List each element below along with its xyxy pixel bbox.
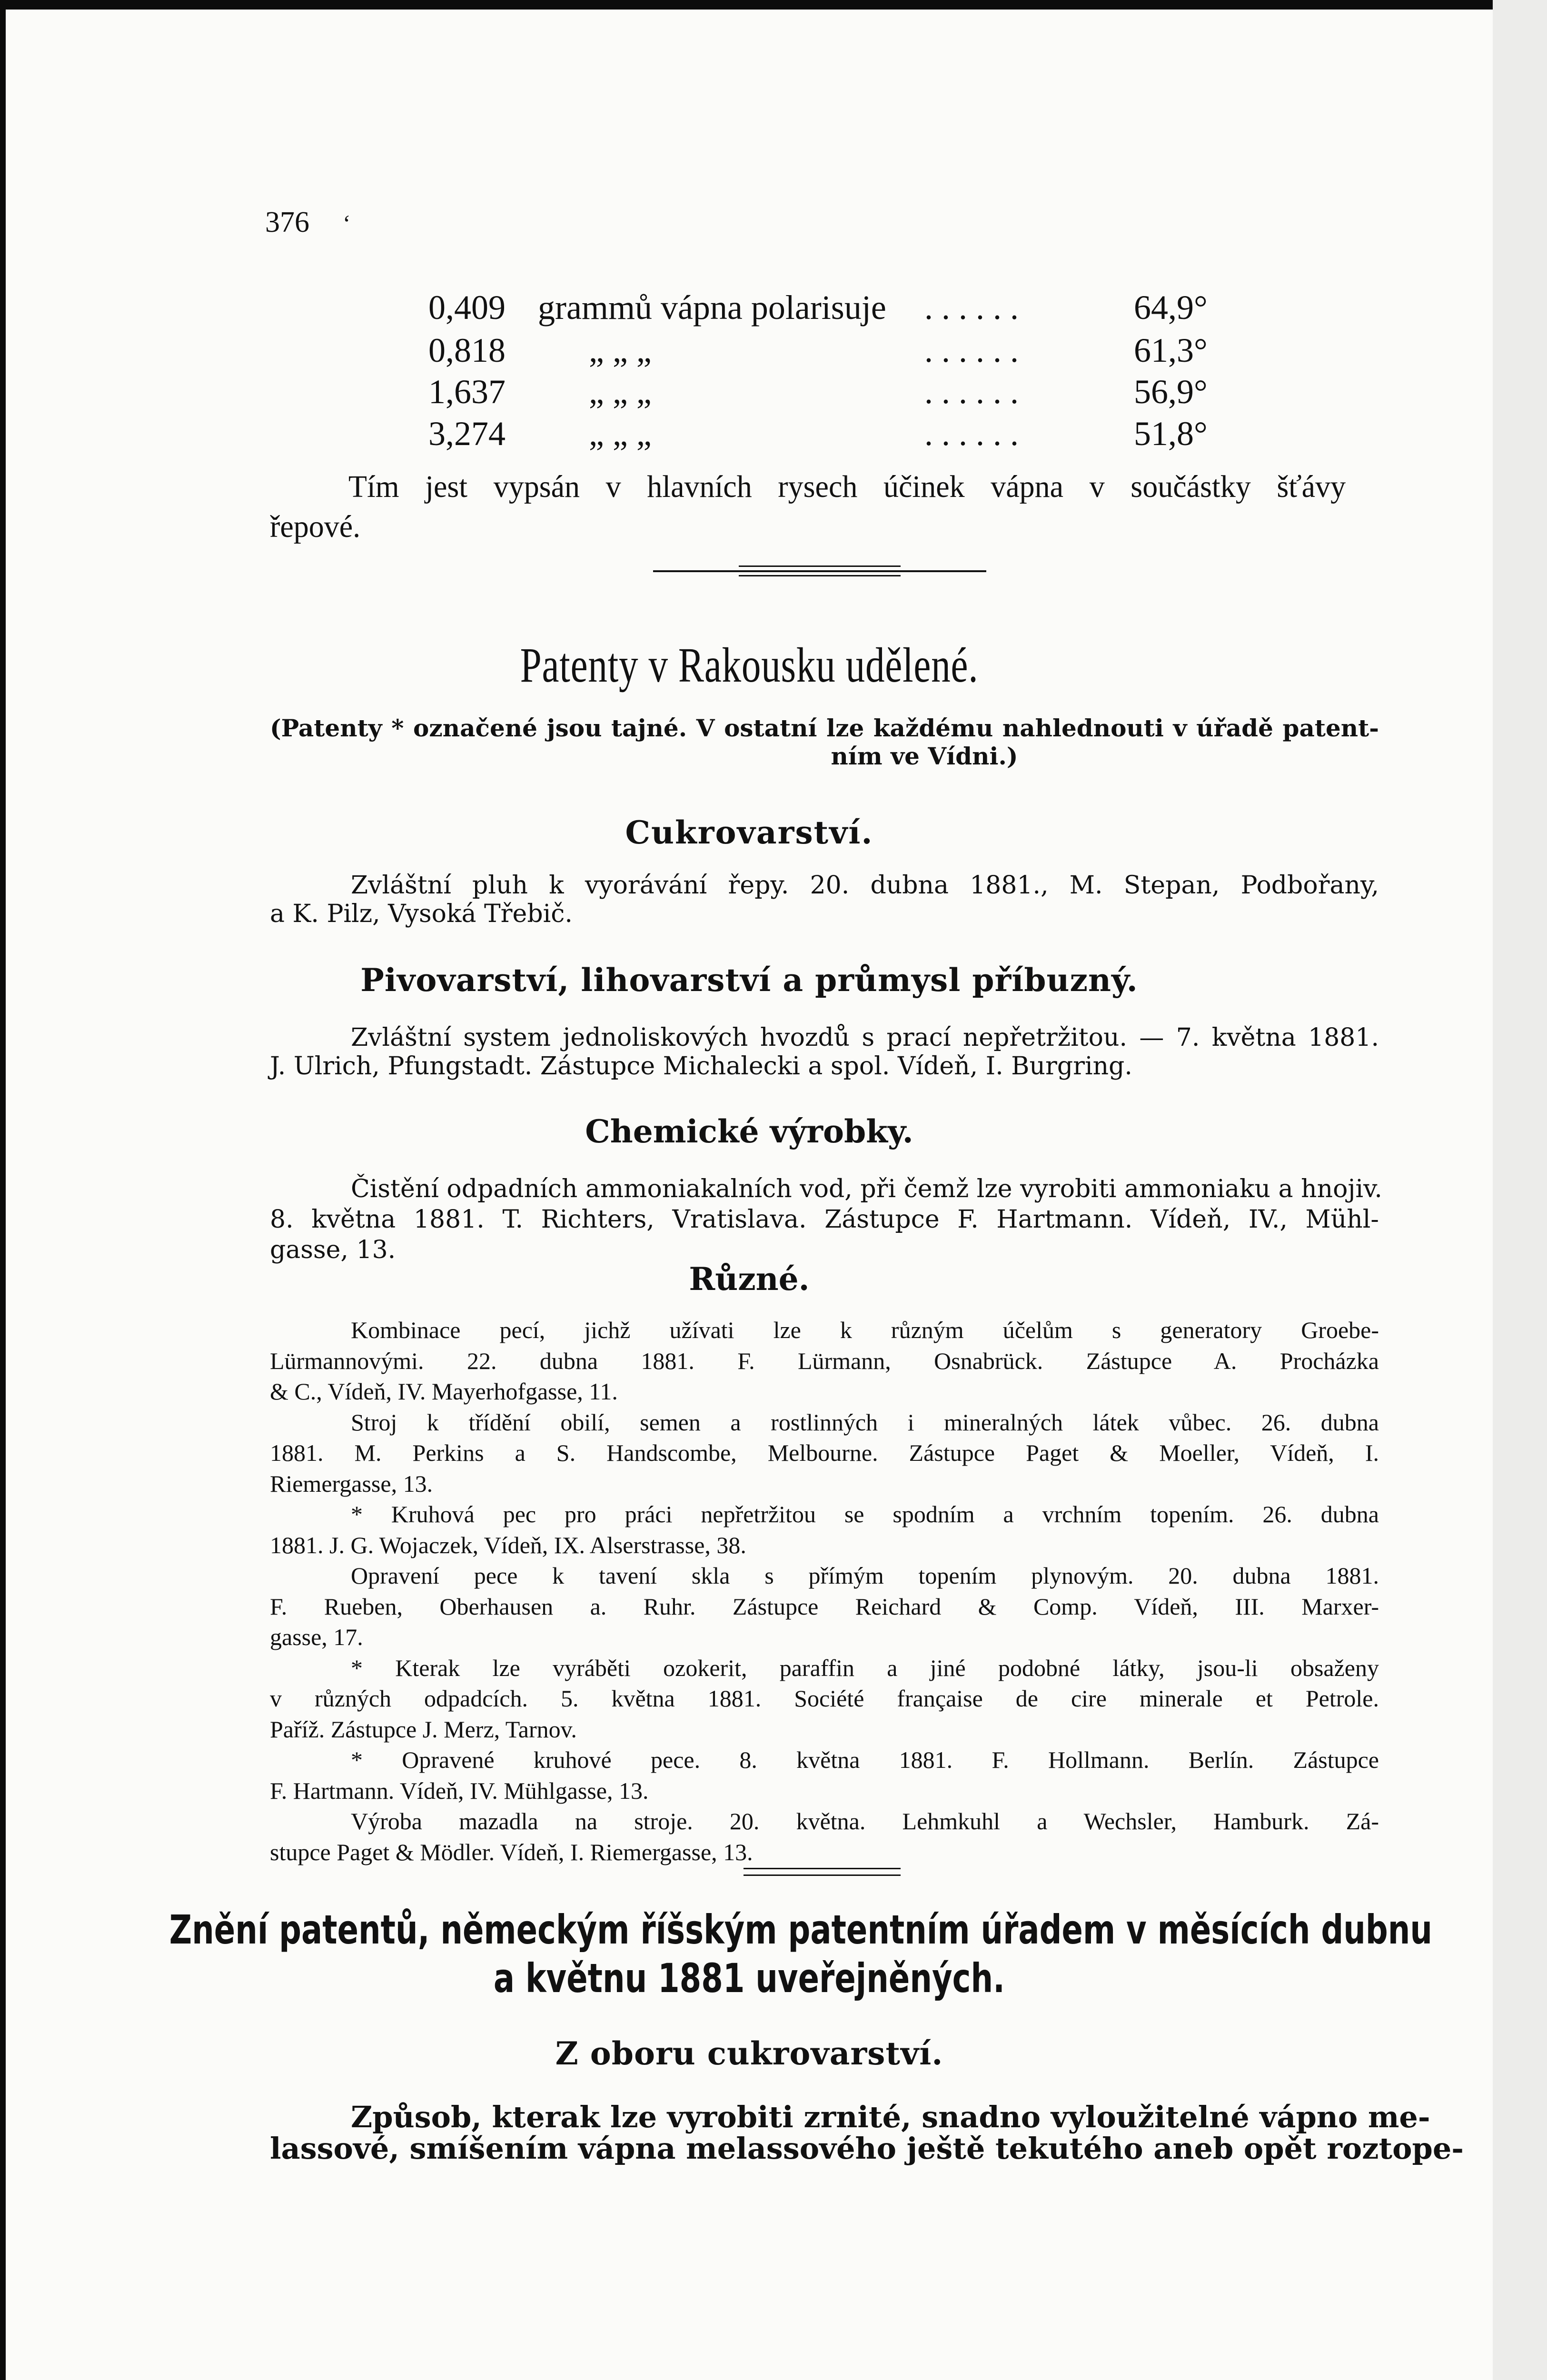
row-value: 51,8° <box>1134 415 1208 453</box>
section-body-ruzne <box>270 1315 1379 1867</box>
body-line: 1881. J. G. Wojaczek, Vídeň, IX. Alserstrasse, 38. <box>270 1531 746 1558</box>
margin-tick: ‘ <box>343 210 351 237</box>
final-paragraph <box>270 2100 1464 2166</box>
body-line: Kombinace pecí, jichž užívati lze k různým účelům s generatory Groebe- <box>351 1317 1379 1343</box>
row-text: „ „ „ <box>589 415 652 453</box>
body-line: stupce Paget & Mödler. Vídeň, I. Riemergasse, 13. <box>270 1838 753 1865</box>
body-line: Čistění odpadních ammoniakalních vod, při čemž lze vyrobiti ammoniaku a hnojiv. <box>351 1175 1382 1203</box>
section-body-chemicke <box>270 1174 1382 1265</box>
row-leader: . . . . . . <box>924 331 1019 369</box>
table-row <box>428 288 506 327</box>
row-qty: 0,409 <box>428 288 506 327</box>
body-line: gasse, 13. <box>270 1236 396 1264</box>
rule-line <box>653 570 986 572</box>
row-value: 56,9° <box>1134 373 1208 411</box>
row-qty: 0,818 <box>428 331 506 369</box>
body-line: Zvláštní pluh k vyorávání řepy. 20. dubna 1881., M. Stepan, Podbořany, <box>351 871 1379 900</box>
row-text: „ „ „ <box>589 373 652 411</box>
body-line: F. Hartmann. Vídeň, IV. Mühlgasse, 13. <box>270 1777 649 1804</box>
section-body-cukrovarstvi <box>270 871 1379 928</box>
rule-line <box>744 1874 901 1876</box>
row-qty: 3,274 <box>428 415 506 453</box>
page-sheet <box>6 10 1493 2380</box>
body-line: Lürmannovými. 22. dubna 1881. F. Lürmann, Osnabrück. Zástupce A. Procházka <box>270 1347 1379 1374</box>
body-line: a K. Pilz, Vysoká Třebič. <box>270 900 573 928</box>
heading-line: a květnu 1881 uveřejněných. <box>493 1955 1005 2002</box>
note-line: (Patenty * označené jsou tajné. V ostatní lze každému nahlednouti v úřadě patent- <box>270 714 1379 742</box>
table-row <box>428 372 506 412</box>
body-line: gasse, 17. <box>270 1624 363 1650</box>
body-line: Zvláštní system jednoliskových hvozdů s prací nepřetržitou. — 7. května 1881. <box>351 1023 1379 1052</box>
intro-line: řepové. <box>270 509 361 544</box>
row-qty: 1,637 <box>428 373 506 411</box>
body-line: F. Rueben, Oberhausen a. Ruhr. Zástupce Reichard & Comp. Vídeň, III. Marxer- <box>270 1593 1379 1620</box>
heading-patents: Patenty v Rakousku udělené. <box>520 638 979 693</box>
section-title-cukrovarstvi: Cukrovarství. <box>625 814 873 851</box>
body-line: Paříž. Zástupce J. Merz, Tarnov. <box>270 1716 577 1743</box>
row-leader: . . . . . . <box>924 373 1019 411</box>
section-title-z-oboru: Z oboru cukrovarství. <box>555 2035 943 2072</box>
row-value: 61,3° <box>1134 331 1208 369</box>
body-line: Způsob, kterak lze vyrobiti zrnité, snadno vyloužitelné vápno me- <box>351 2100 1430 2134</box>
rule-line <box>739 575 901 576</box>
body-line: Výroba mazadla na stroje. 20. května. Lehmkuhl a Wechsler, Hamburk. Zá- <box>351 1808 1379 1835</box>
row-leader: . . . . . . <box>924 415 1019 453</box>
body-line: Riemergasse, 13. <box>270 1470 433 1497</box>
secret-note <box>270 714 1379 770</box>
section-title-ruzne: Různé. <box>689 1260 810 1298</box>
body-line: * Kterak lze vyráběti ozokerit, paraffin a jiné podobné látky, jsou-li obsaženy <box>351 1654 1379 1681</box>
body-line: Opravení pece k tavení skla s přímým topením plynovým. 20. dubna 1881. <box>351 1562 1379 1589</box>
intro-paragraph <box>270 469 1346 545</box>
heading-line: Znění patentů, německým říšským patentním úřadem v měsících dubnu <box>169 1906 1433 1953</box>
body-line: J. Ulrich, Pfungstadt. Zástupce Michalecki a spol. Vídeň, I. Burgring. <box>270 1052 1132 1081</box>
row-text: „ „ „ <box>589 331 652 369</box>
note-line: ním ve Vídni.) <box>831 742 1018 770</box>
body-line: * Kruhová pec pro práci nepřetržitou se spodním a vrchním topením. 26. dubna <box>351 1501 1379 1527</box>
body-line: Stroj k třídění obilí, semen a rostlinných i mineralných látek vůbec. 26. dubna <box>351 1408 1379 1436</box>
table-row <box>428 414 506 454</box>
section-body-pivovarstvi <box>270 1023 1379 1081</box>
body-line: & C., Vídeň, IV. Mayerhofgasse, 11. <box>270 1378 618 1405</box>
section-title-pivovarstvi: Pivovarství, lihovarství a průmysl příbuzný. <box>360 962 1138 999</box>
rule-line <box>744 1868 901 1869</box>
page-number: 376 <box>265 206 309 238</box>
rule-line <box>739 565 901 567</box>
body-line: * Opravené kruhové pece. 8. května 1881. F. Hollmann. Berlín. Zástupce <box>351 1746 1379 1773</box>
scan-margin <box>1493 0 1547 2380</box>
body-line: v různých odpadcích. 5. května 1881. Société française de cire minerale et Petrole. <box>270 1685 1379 1712</box>
row-value: 64,9° <box>1134 288 1208 327</box>
body-line: lassové, smíšením vápna melassového ještě tekutého aneb opět roztope- <box>270 2131 1464 2166</box>
row-text: grammů vápna polarisuje <box>538 288 886 327</box>
intro-line: Tím jest vypsán v hlavních rysech účinek vápna v součástky šťávy <box>348 469 1346 504</box>
table-row <box>428 331 506 370</box>
body-line: 1881. M. Perkins a S. Handscombe, Melbourne. Zástupce Paget & Moeller, Vídeň, I. <box>270 1439 1379 1466</box>
body-line: 8. května 1881. T. Richters, Vratislava. Zástupce F. Hartmann. Vídeň, IV., Mühl- <box>270 1205 1379 1234</box>
row-leader: . . . . . . <box>924 288 1019 327</box>
section-title-chemicke: Chemické výrobky. <box>585 1113 913 1150</box>
heading-german-patents <box>169 1906 1433 2002</box>
